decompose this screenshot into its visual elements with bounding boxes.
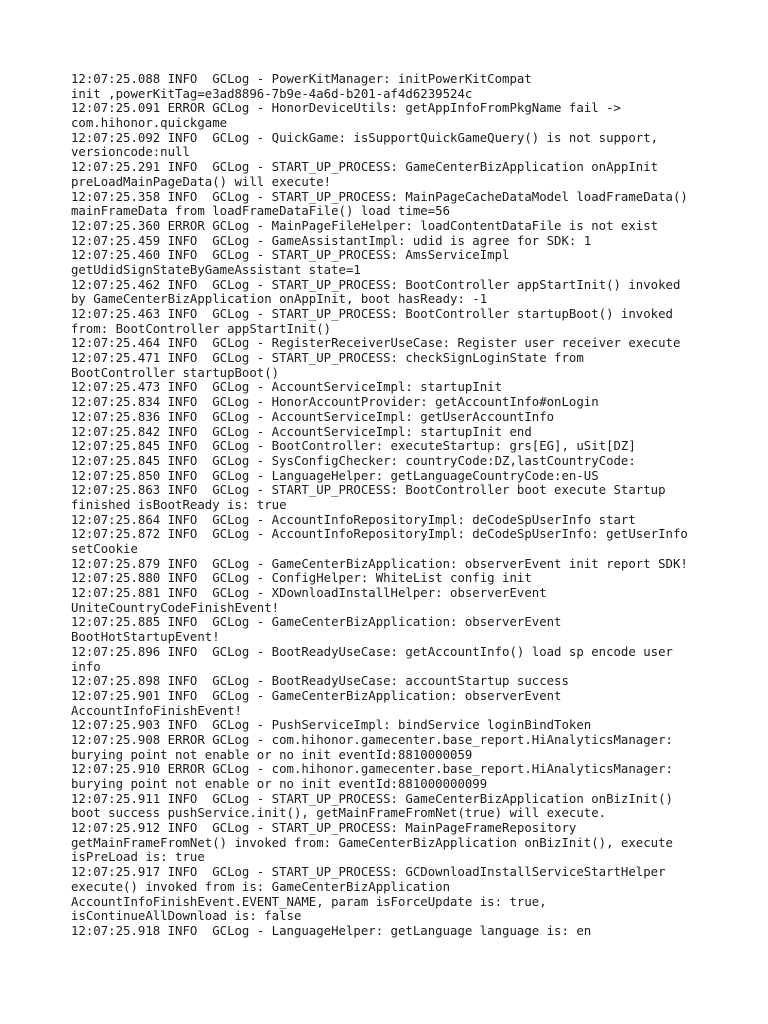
log-line: com.hihonor.quickgame xyxy=(71,116,228,131)
log-line: 12:07:25.881 INFO GCLog - XDownloadInstallHelper: observerEvent xyxy=(71,586,547,601)
log-line: 12:07:25.358 INFO GCLog - START_UP_PROCESS: MainPageCacheDataModel loadFrameData() xyxy=(71,189,688,204)
log-line: 12:07:25.898 INFO GCLog - BootReadyUseCase: accountStartup success xyxy=(71,674,569,689)
log-line: 12:07:25.845 INFO GCLog - SysConfigChecker: countryCode:DZ,lastCountryCode: xyxy=(71,453,636,468)
log-line: 12:07:25.473 INFO GCLog - AccountServiceImpl: startupInit xyxy=(71,380,503,395)
log-line: 12:07:25.459 INFO GCLog - GameAssistantImpl: udid is agree for SDK: 1 xyxy=(71,233,592,248)
log-line: 12:07:25.471 INFO GCLog - START_UP_PROCESS: checkSignLoginState from xyxy=(71,351,584,366)
log-line: BootController startupBoot() xyxy=(71,365,280,380)
log-line: 12:07:25.088 INFO GCLog - PowerKitManager: initPowerKitCompat xyxy=(71,72,532,86)
log-line: 12:07:25.463 INFO GCLog - START_UP_PROCESS: BootController startupBoot() invoked xyxy=(71,307,673,321)
log-line: 12:07:25.850 INFO GCLog - LanguageHelper: getLanguageCountryCode:en-US xyxy=(71,468,599,483)
log-line: 12:07:25.918 INFO GCLog - LanguageHelper: getLanguage language is: en xyxy=(71,923,592,938)
log-text xyxy=(71,72,731,939)
log-line: 12:07:25.903 INFO GCLog - PushServiceImpl: bindService loginBindToken xyxy=(71,718,592,733)
log-line: getMainFrameFromNet() invoked from: GameCenterBizApplication onBizInit(), execute xyxy=(71,835,673,850)
log-line: UniteCountryCodeFinishEvent! xyxy=(71,600,280,615)
log-line: from: BootController appStartInit() xyxy=(71,321,332,336)
log-line: 12:07:25.462 INFO GCLog - START_UP_PROCESS: BootController appStartInit() invoked xyxy=(71,277,681,292)
log-line: burying point not enable or no init eventId:8810000059 xyxy=(71,747,473,762)
log-line: 12:07:25.901 INFO GCLog - GameCenterBizApplication: observerEvent xyxy=(71,688,562,703)
log-line: BootHotStartupEvent! xyxy=(71,630,220,645)
log-line: 12:07:25.896 INFO GCLog - BootReadyUseCase: getAccountInfo() load sp encode user xyxy=(71,644,673,659)
log-line: setCookie xyxy=(71,542,138,556)
log-line: versioncode:null xyxy=(71,145,190,160)
log-line: boot success pushService.init(), getMainFrameFromNet(true) will execute. xyxy=(71,806,607,821)
log-line: 12:07:25.917 INFO GCLog - START_UP_PROCESS: GCDownloadInstallServiceStartHelper xyxy=(71,865,666,880)
log-line: 12:07:25.464 INFO GCLog - RegisterReceiverUseCase: Register user receiver execute xyxy=(71,336,681,351)
log-line: isPreLoad is: true xyxy=(71,850,205,865)
log-line: 12:07:25.863 INFO GCLog - START_UP_PROCESS: BootController boot execute Startup xyxy=(71,483,666,498)
log-line: burying point not enable or no init eventId:881000000099 xyxy=(71,777,488,791)
log-line: 12:07:25.910 ERROR GCLog - com.hihonor.gamecenter.base_report.HiAnalyticsManager: xyxy=(71,762,673,777)
log-line: 12:07:25.834 INFO GCLog - HonorAccountProvider: getAccountInfo#onLogin xyxy=(71,395,599,410)
log-line: 12:07:25.291 INFO GCLog - START_UP_PROCESS: GameCenterBizApplication onAppInit xyxy=(71,160,659,175)
log-line: 12:07:25.836 INFO GCLog - AccountServiceImpl: getUserAccountInfo xyxy=(71,409,555,424)
log-line: 12:07:25.885 INFO GCLog - GameCenterBizApplication: observerEvent xyxy=(71,615,562,630)
log-line: AccountInfoFinishEvent! xyxy=(71,703,242,718)
log-line: 12:07:25.880 INFO GCLog - ConfigHelper: WhiteList config init xyxy=(71,571,532,586)
log-line: 12:07:25.091 ERROR GCLog - HonorDeviceUtils: getAppInfoFromPkgName fail -> xyxy=(71,101,621,116)
log-line: 12:07:25.845 INFO GCLog - BootController: executeStartup: grs[EG], uSit[DZ] xyxy=(71,439,636,454)
log-line: isContinueAllDownload is: false xyxy=(71,909,302,924)
log-line: 12:07:25.092 INFO GCLog - QuickGame: isSupportQuickGameQuery() is not support, xyxy=(71,130,659,145)
log-line: mainFrameData from loadFrameDataFile() load time=56 xyxy=(71,204,451,219)
log-line: by GameCenterBizApplication onAppInit, boot hasReady: -1 xyxy=(71,292,488,307)
log-line: 12:07:25.912 INFO GCLog - START_UP_PROCESS: MainPageFrameRepository xyxy=(71,821,577,836)
log-line: init ,powerKitTag=e3ad8896-7b9e-4a6d-b201-af4d6239524c xyxy=(71,86,473,101)
log-line: finished isBootReady is: true xyxy=(71,497,287,512)
log-line: 12:07:25.864 INFO GCLog - AccountInfoRepositoryImpl: deCodeSpUserInfo start xyxy=(71,512,636,527)
log-line: preLoadMainPageData() will execute! xyxy=(71,174,332,189)
log-line: 12:07:25.911 INFO GCLog - START_UP_PROCESS: GameCenterBizApplication onBizInit() xyxy=(71,791,673,806)
log-line: 12:07:25.908 ERROR GCLog - com.hihonor.gamecenter.base_report.HiAnalyticsManager: xyxy=(71,732,673,747)
log-line: 12:07:25.879 INFO GCLog - GameCenterBizApplication: observerEvent init report SDK! xyxy=(71,556,688,571)
log-line: getUdidSignStateByGameAssistant state=1 xyxy=(71,262,361,277)
log-line: info xyxy=(71,659,101,674)
log-line: 12:07:25.872 INFO GCLog - AccountInfoRepositoryImpl: deCodeSpUserInfo: getUserInfo xyxy=(71,527,688,542)
log-line: execute() invoked from is: GameCenterBizApplication xyxy=(71,879,451,894)
log-line: 12:07:25.842 INFO GCLog - AccountServiceImpl: startupInit end xyxy=(71,424,532,439)
log-line: 12:07:25.460 INFO GCLog - START_UP_PROCESS: AmsServiceImpl xyxy=(71,248,510,263)
log-line: AccountInfoFinishEvent.EVENT_NAME, param isForceUpdate is: true, xyxy=(71,894,547,909)
log-line: 12:07:25.360 ERROR GCLog - MainPageFileHelper: loadContentDataFile is not exist xyxy=(71,218,659,233)
